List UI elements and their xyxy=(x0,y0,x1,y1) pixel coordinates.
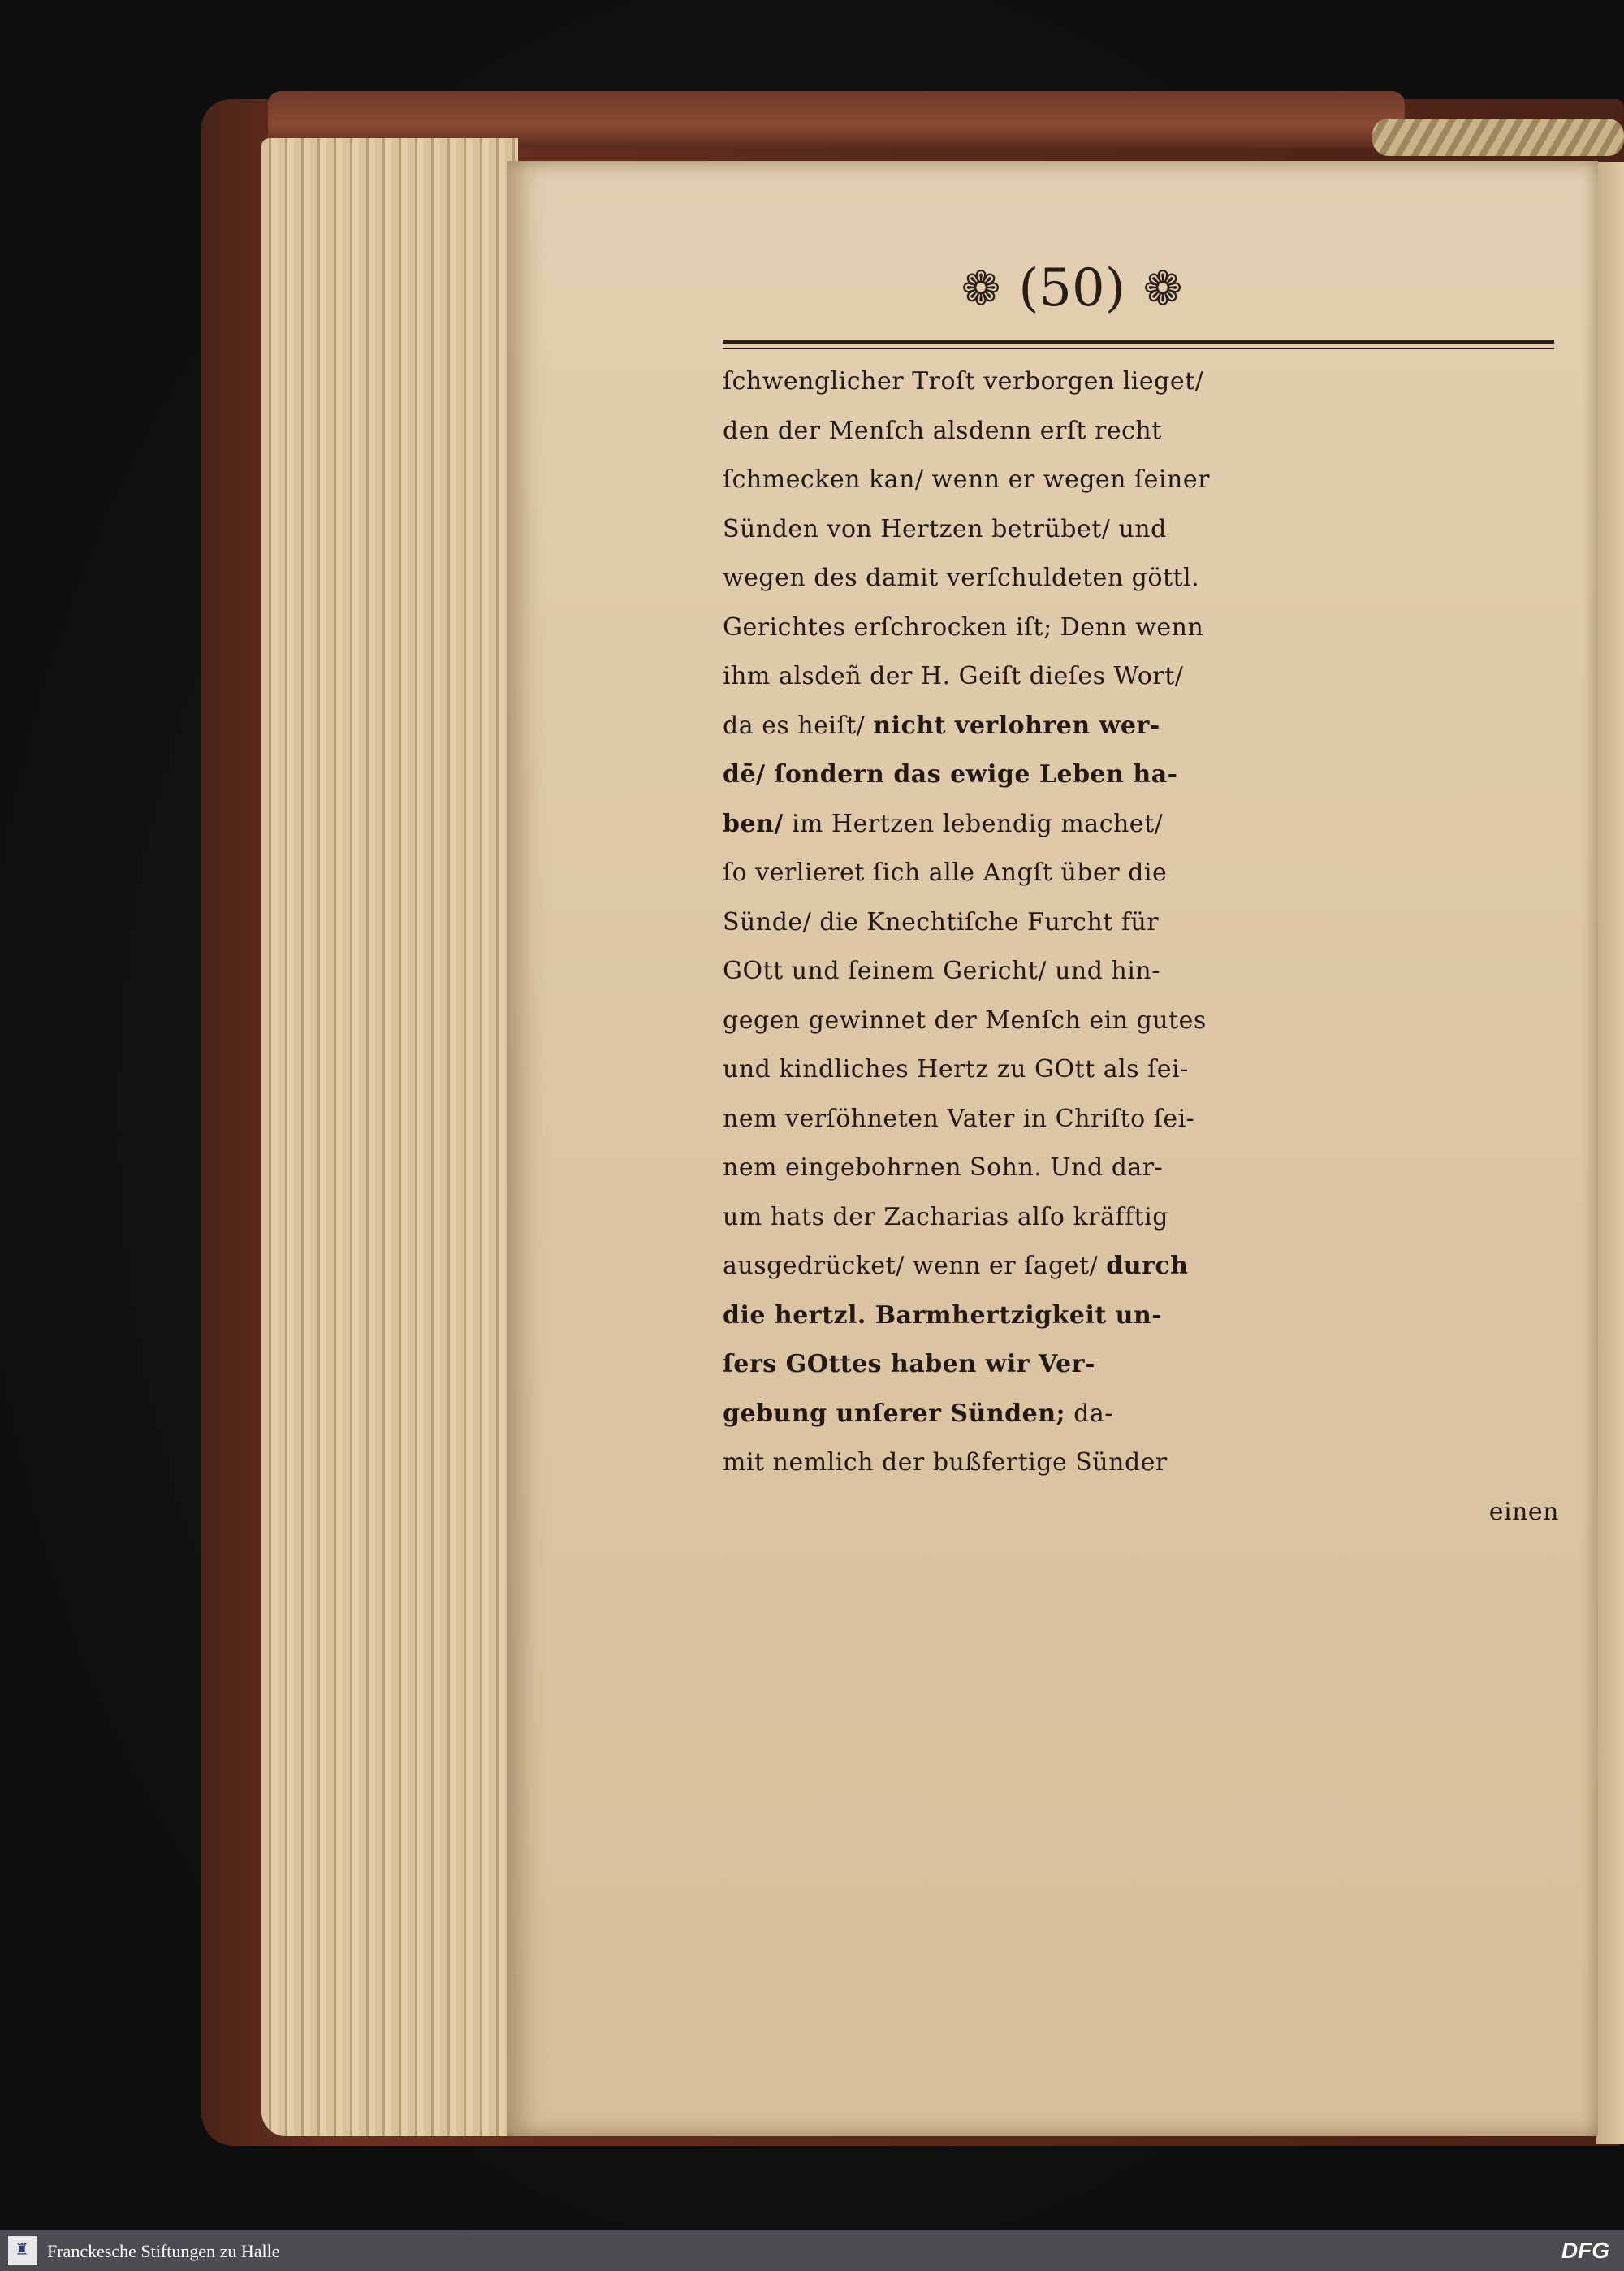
emphasized-text: nicht verlohren wer- xyxy=(873,711,1160,740)
text-line xyxy=(723,357,1559,407)
text-line xyxy=(723,947,1559,997)
text-line xyxy=(723,456,1559,505)
page-body-text xyxy=(723,357,1559,1537)
text-line xyxy=(723,1340,1559,1390)
text-line xyxy=(723,849,1559,898)
text-run: ſchmecken kan/ wenn er wegen ſeiner xyxy=(723,465,1210,494)
text-run: den der Menſch alsdenn erſt recht xyxy=(723,416,1162,445)
text-line xyxy=(723,1193,1559,1243)
text-line xyxy=(723,652,1559,702)
facing-page-edge xyxy=(1596,162,1624,2144)
institution-name[interactable]: Franckesche Stiftungen zu Halle xyxy=(47,2241,280,2261)
text-run: ſo verlieret ſich alle Angſt über die xyxy=(723,859,1168,887)
text-line xyxy=(723,898,1559,948)
page-edge-stack xyxy=(261,138,518,2136)
text-run: wegen des damit verſchuldeten göttl. xyxy=(723,564,1200,592)
text-line xyxy=(723,1242,1559,1291)
text-run: da es heiſt/ xyxy=(723,711,874,740)
text-run: gegen gewinnet der Menſch ein gutes xyxy=(723,1006,1207,1035)
text-line xyxy=(723,554,1559,603)
text-line xyxy=(723,800,1559,850)
text-run: Sünde/ die Knechtiſche Furcht für xyxy=(723,907,1160,937)
text-run: mit nemlich der bußfertige Sünder xyxy=(723,1448,1168,1477)
text-run: im Hertzen lebendig machet/ xyxy=(783,809,1164,838)
text-line xyxy=(723,1438,1559,1488)
text-line xyxy=(723,1488,1559,1538)
footer-bar xyxy=(0,2230,1624,2271)
text-run: Gerichtes erſchrocken iſt; Denn wenn xyxy=(723,612,1204,642)
text-run: GOtt und ſeinem Gericht/ und hin- xyxy=(723,957,1160,985)
text-run: ausgedrücket/ wenn er ſaget/ xyxy=(723,1252,1107,1280)
emphasized-text: durch xyxy=(1106,1252,1189,1280)
text-run: nem eingebohrnen Sohn. Und dar- xyxy=(723,1153,1164,1182)
logo-glyph-icon: ♜ xyxy=(15,2239,29,2259)
emphasized-text: gebung unſerer Sünden; xyxy=(723,1399,1066,1428)
text-run: Sünden von Hertzen betrübet/ und xyxy=(723,514,1167,543)
emphasized-text: ſers GOttes haben wir Ver- xyxy=(723,1350,1095,1378)
text-run: da- xyxy=(1065,1399,1113,1428)
headband xyxy=(1372,119,1624,156)
emphasized-text: ben/ xyxy=(723,809,784,838)
text-run: nem verſöhneten Vater in Chriſto ſei- xyxy=(723,1104,1195,1133)
dfg-logo[interactable]: DFG xyxy=(1561,2238,1609,2263)
text-line xyxy=(723,603,1559,653)
text-line xyxy=(723,1045,1559,1095)
header-rule-thin xyxy=(723,348,1554,349)
text-line xyxy=(723,751,1559,800)
text-run: ſchwenglicher Troſt verborgen lieget/ xyxy=(723,367,1204,396)
text-line xyxy=(723,702,1559,751)
page-number: (50) xyxy=(1018,258,1125,318)
text-line xyxy=(723,1390,1559,1439)
text-line xyxy=(723,997,1559,1046)
text-run: und kindliches Hertz zu GOtt als ſei- xyxy=(723,1055,1189,1084)
text-run: ihm alsdeñ der H. Geiſt dieſes Wort/ xyxy=(723,662,1184,690)
text-line xyxy=(723,407,1559,456)
text-run: einen xyxy=(1488,1497,1559,1526)
emphasized-text: dē/ ſondern das ewige Leben ha- xyxy=(723,760,1178,789)
text-line xyxy=(723,505,1559,555)
flower-ornament-left-icon: ❁ xyxy=(961,261,1001,316)
page-header xyxy=(715,252,1429,325)
flower-ornament-right-icon: ❁ xyxy=(1142,261,1183,316)
text-run: um hats der Zacharias alſo kräfftig xyxy=(723,1202,1168,1231)
header-rule xyxy=(723,340,1554,344)
text-line xyxy=(723,1291,1559,1341)
emphasized-text: die hertzl. Barmhertzigkeit un- xyxy=(723,1300,1163,1330)
text-line xyxy=(723,1144,1559,1193)
text-line xyxy=(723,1095,1559,1144)
